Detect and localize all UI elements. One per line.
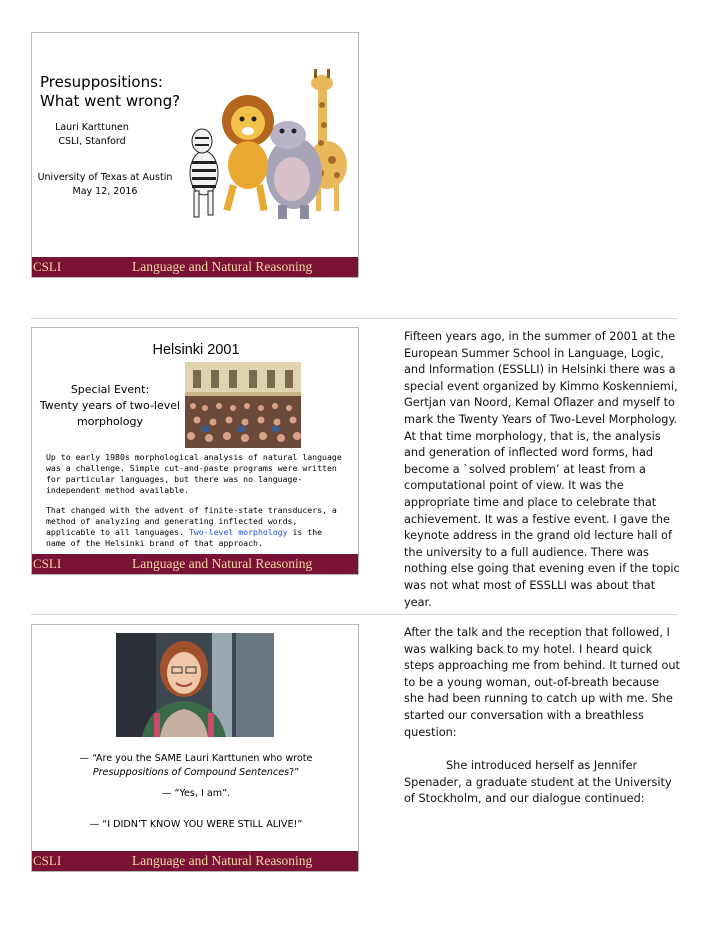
slide-2-body: Up to early 1980s morphological analysis of natural language was a challenge. Simple cut-and-paste programs were written for particular languages, but there was no language-independent method available. That changed with the advent of finite-state transducers, a method of analyzing and generating inflected words, applicable to all languages. Two-level morphology is the name of the Helsinki brand of that approach.	[46, 452, 342, 548]
lion-figure	[222, 95, 274, 211]
slide-1-venue: University of Texas at Austin May 12, 2016	[37, 172, 173, 197]
notes-slide-3: After the talk and the reception that followed, I was walking back to my hotel. I heard quick steps approaching me from behind. It turned out to be a young woman, out-of-breath because she had been running to catch up with me. She started our conversation with a breathless question: She introduced herself as Jennifer Spenader, a graduate student at the University of Stockholm, and our dialogue continued:	[404, 626, 680, 806]
slide-1-author: Lauri Karttunen CSLI, Stanford	[55, 122, 129, 147]
slide-1-footer: CSLI Language and Natural Reasoning	[32, 257, 358, 277]
slide-3-dialogue: — “Are you the SAME Lauri Karttunen who wrote Presuppositions of Compound Sentences?” — “Yes, I am”. — “I DIDN’T KNOW YOU WERE STILL ALIVE!”	[79, 753, 313, 830]
divider	[31, 614, 677, 615]
slide-2	[31, 327, 359, 575]
divider	[31, 318, 677, 319]
portrait-photo	[116, 633, 274, 737]
slide-1	[31, 32, 359, 278]
slide-2-event: Special Event: Twenty years of two-level morphology	[39, 383, 181, 428]
two-level-morphology-link[interactable]: Two-level morphology	[188, 527, 288, 537]
slide-3	[31, 624, 359, 872]
zebra-figure	[190, 129, 218, 217]
hippo-figure	[266, 121, 322, 219]
slide-1-title: Presuppositions: What went wrong?	[40, 73, 181, 110]
slide-2-footer: CSLI Language and Natural Reasoning	[32, 554, 358, 574]
lecture-hall-photo	[185, 362, 301, 448]
slide-3-footer: CSLI Language and Natural Reasoning	[32, 851, 358, 871]
notes-slide-2: Fifteen years ago, in the summer of 2001 at the European Summer School in Language, Logic, and Information (ESSLLI) in Helsinki there was a special event organized by Kimmo Koskenniemi, Gertjan van Noord, Kemal Oflazer and myself to mark the Twenty Years of Two-Level Morphology. At that time morphology, that is, the analysis and generation of inflected word forms, had become a `solved problem’ at least from a computational point of view. It was the appropriate time and place to celebrate that achievement. It was a festive event. I gave the keynote address in the grand old lecture hall of the university to a full audience. There was nothing else going that evening even if the topic was not what most of ESSLLI was about that year.	[404, 330, 680, 609]
cartoon-animals-illustration	[182, 65, 354, 223]
slide-2-title: Helsinki 2001	[152, 342, 240, 358]
